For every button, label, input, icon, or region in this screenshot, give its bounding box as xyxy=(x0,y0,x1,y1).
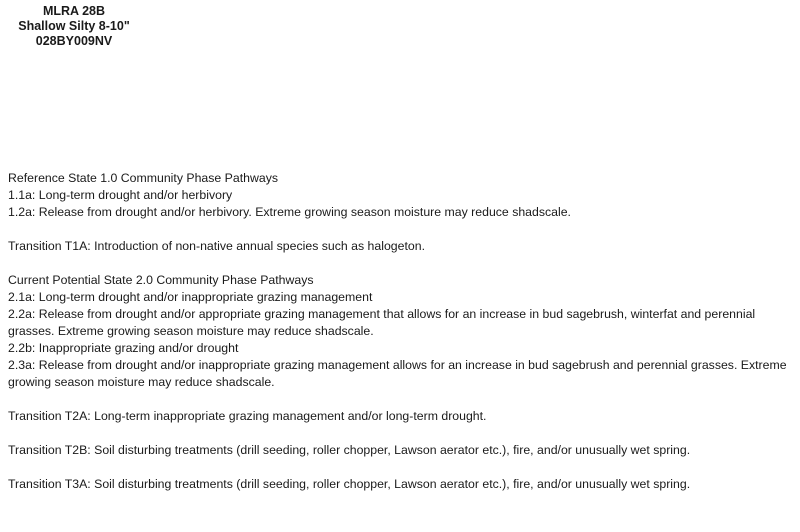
transition-t1a: Transition T1A: Introduction of non-native annual species such as halogeton. xyxy=(8,239,425,253)
section-reference-state xyxy=(8,170,794,221)
pathway-1-2a: 1.2a: Release from drought and/or herbivory. Extreme growing season moisture may reduce shadscale. xyxy=(8,205,571,219)
section-current-potential-state xyxy=(8,272,794,391)
section-transition-t2b xyxy=(8,442,794,459)
site-name: Shallow Silty 8-10" xyxy=(18,19,130,33)
section-heading: Current Potential State 2.0 Community Phase Pathways xyxy=(8,273,314,287)
document-body xyxy=(8,170,794,493)
site-id: 028BY009NV xyxy=(35,34,113,48)
transition-t3a: Transition T3A: Soil disturbing treatments (drill seeding, roller chopper, Lawson aerator etc.), fire, and/or unusually wet spring. xyxy=(8,477,691,491)
section-transition-t2a xyxy=(8,408,794,425)
pathway-2-1a: 2.1a: Long-term drought and/or inappropriate grazing management xyxy=(8,290,373,304)
pathway-2-2a: 2.2a: Release from drought and/or appropriate grazing management that allows for an increase in bud sagebrush, winterfat and perennial grasses. Extreme growing season moisture may reduce shadscale. xyxy=(8,307,756,338)
mlra-title: MLRA 28B xyxy=(42,4,106,18)
transition-t2a: Transition T2A: Long-term inappropriate grazing management and/or long-term drought. xyxy=(8,409,487,423)
pathway-2-3a: 2.3a: Release from drought and/or inappropriate grazing management allows for an increase in bud sagebrush and perennial grasses. Extreme growing season moisture may reduce shadscale. xyxy=(8,358,787,389)
section-transition-t3a xyxy=(8,476,794,493)
pathway-1-1a: 1.1a: Long-term drought and/or herbivory xyxy=(8,188,233,202)
transition-t2b: Transition T2B: Soil disturbing treatments (drill seeding, roller chopper, Lawson aerator etc.), fire, and/or unusually wet spring. xyxy=(8,443,691,457)
pathway-2-2b: 2.2b: Inappropriate grazing and/or drought xyxy=(8,341,239,355)
section-heading: Reference State 1.0 Community Phase Pathways xyxy=(8,171,278,185)
document-header xyxy=(0,4,148,49)
section-transition-t1a xyxy=(8,238,794,255)
